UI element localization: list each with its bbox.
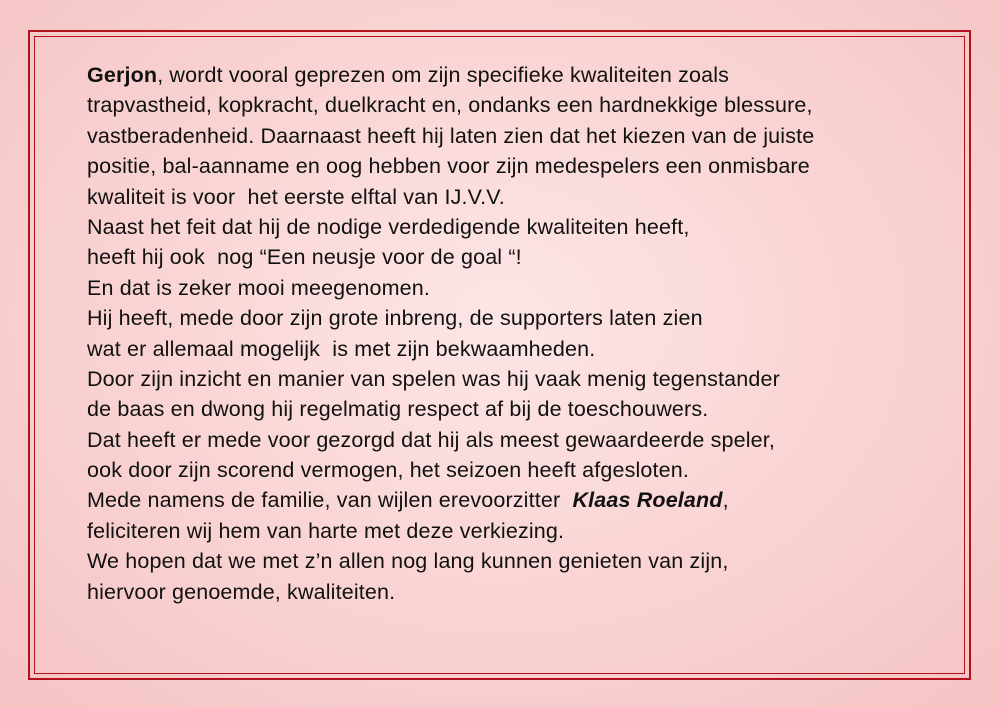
- honor-prefix: Mede namens de familie, van wijlen erevoorzitter: [87, 488, 573, 513]
- letter-line: En dat is zeker mooi meegenomen.: [87, 275, 431, 300]
- letter-line: trapvastheid, kopkracht, duelkracht en, ondanks een hardnekkige blessure,: [87, 93, 813, 118]
- letter-line: Door zijn inzicht en manier van spelen was hij vaak menig tegenstander: [87, 366, 780, 391]
- letter-line: de baas en dwong hij regelmatig respect af bij de toeschouwers.: [87, 397, 709, 422]
- player-name: Gerjon: [87, 63, 158, 87]
- honor-name: Klaas Roeland: [572, 488, 723, 513]
- letter-text: [87, 60, 967, 607]
- letter-line: feliciteren wij hem van harte met deze verkiezing.: [87, 518, 565, 543]
- letter-line: kwaliteit is voor het eerste elftal van IJ.V.V.: [87, 184, 505, 209]
- letter-line: Dat heeft er mede voor gezorgd dat hij als meest gewaardeerde speler,: [87, 427, 775, 452]
- letter-line: Hij heeft, mede door zijn grote inbreng, de supporters laten zien: [87, 306, 703, 331]
- letter-line: ook door zijn scorend vermogen, het seizoen heeft afgesloten.: [87, 458, 689, 483]
- letter-line: hiervoor genoemde, kwaliteiten.: [87, 579, 396, 604]
- letter-line-1: [87, 60, 967, 90]
- letter-line: vastberadenheid. Daarnaast heeft hij laten zien dat het kiezen van de juiste: [87, 123, 815, 148]
- letter-line: We hopen dat we met z’n allen nog lang kunnen genieten van zijn,: [87, 549, 729, 574]
- letter-line: Naast het feit dat hij de nodige verdedigende kwaliteiten heeft,: [87, 214, 690, 239]
- letter-line: wat er allemaal mogelijk is met zijn bekwaamheden.: [87, 336, 596, 361]
- honor-suffix: ,: [722, 488, 729, 513]
- letter-line: positie, bal-aanname en oog hebben voor zijn medespelers een onmisbare: [87, 154, 810, 179]
- letter-line-1-rest: , wordt vooral geprezen om zijn specifieke kwaliteiten zoals: [157, 63, 730, 87]
- letter-line-honor: [87, 485, 967, 515]
- letter-line: heeft hij ook nog “Een neusje voor de goal “!: [87, 245, 522, 270]
